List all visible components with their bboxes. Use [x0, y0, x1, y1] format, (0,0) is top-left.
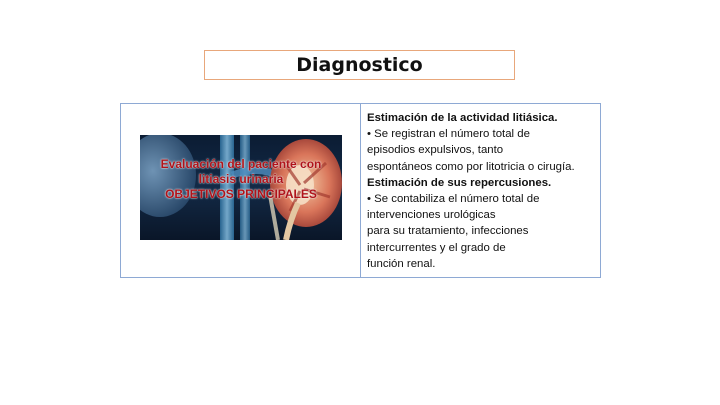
- text-cell: [361, 104, 600, 277]
- text-line: para su tratamiento, infecciones: [367, 225, 529, 238]
- overlay-line-1: Evaluación del paciente con: [160, 157, 322, 171]
- text-line: episodios expulsivos, tanto: [367, 144, 504, 157]
- image-cell: [121, 104, 361, 277]
- image-overlay-text: [140, 157, 342, 202]
- text-line: función renal.: [367, 257, 436, 270]
- text-line: intercurrentes y el grado de: [367, 241, 506, 254]
- content-table: [120, 103, 601, 278]
- overlay-line-2: litiasis urinaria: [198, 172, 284, 186]
- text-line: • Se contabiliza el número total de: [367, 193, 540, 206]
- slide-title: Diagnostico: [204, 50, 515, 80]
- kidney-illustration: [140, 135, 342, 240]
- text-line: espontáneos como por litotricia o cirugía.: [367, 160, 575, 173]
- text-line: intervenciones urológicas: [367, 209, 496, 222]
- heading-activity: Estimación de la actividad litiásica.: [367, 112, 558, 124]
- heading-repercussions: Estimación de sus repercusiones.: [367, 176, 552, 189]
- overlay-line-3: OBJETIVOS PRINCIPALES: [165, 187, 317, 201]
- text-line: • Se registran el número total de: [367, 128, 530, 141]
